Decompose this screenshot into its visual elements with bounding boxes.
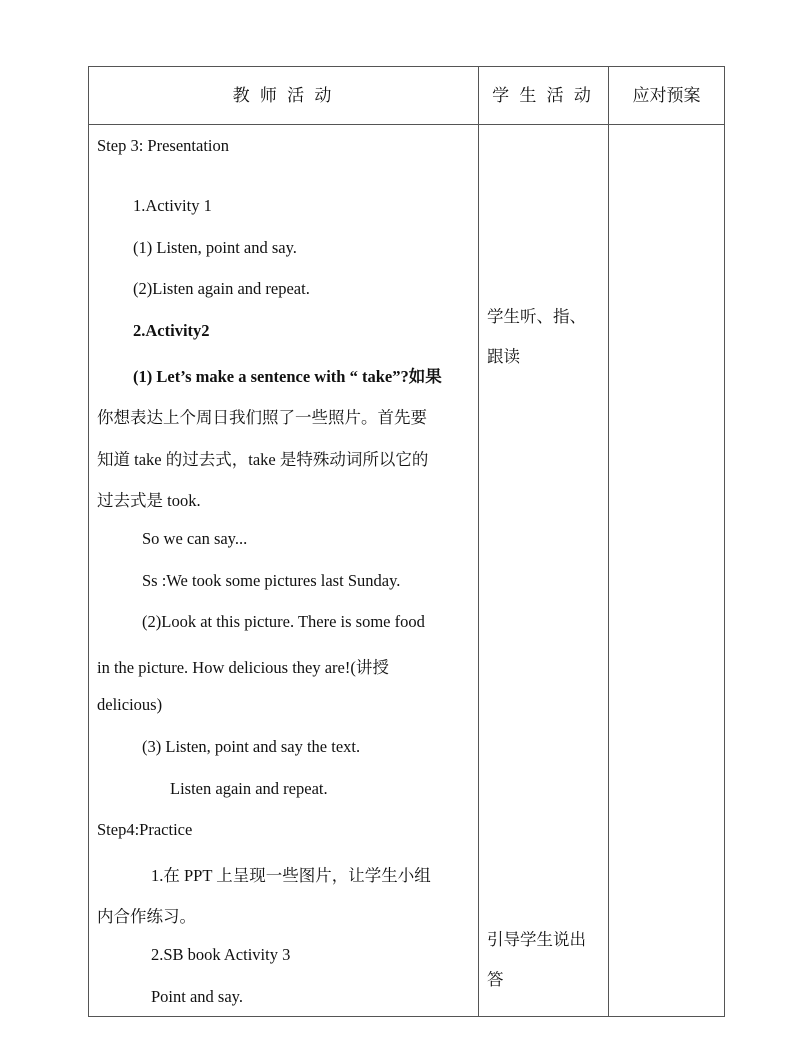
header-divider: [89, 124, 724, 125]
teacher-line: (1) Let’s make a sentence with “ take”?如果: [133, 367, 442, 386]
student-line: 学生听、指、: [487, 307, 586, 326]
student-line: 答: [487, 970, 504, 989]
teacher-line: in the picture. How delicious they are!(讲授: [97, 658, 389, 677]
teacher-line: Step 3: Presentation: [97, 136, 229, 155]
teacher-line: 2.SB book Activity 3: [151, 945, 291, 964]
teacher-line: 1.Activity 1: [133, 196, 212, 215]
teacher-line: (3) Listen, point and say the text.: [142, 737, 361, 756]
teacher-line: 内合作练习。: [97, 907, 196, 926]
header-teacher-activity: 教 师 活 动: [232, 86, 335, 105]
teacher-line: delicious): [97, 695, 163, 714]
teacher-line: (2)Listen again and repeat.: [133, 279, 310, 298]
teacher-line: 知道 take 的过去式，take 是特殊动词所以它的: [97, 450, 429, 469]
teacher-line: 1.在 PPT 上呈现一些图片，让学生小组: [151, 866, 431, 885]
teacher-line: (2)Look at this picture. There is some food: [142, 612, 425, 631]
teacher-line: Ss :We took some pictures last Sunday.: [142, 571, 401, 590]
lesson-plan-table: [88, 66, 725, 1017]
column-divider: [478, 67, 479, 1016]
teacher-line: (1) Listen, point and say.: [133, 238, 297, 257]
column-divider: [608, 67, 609, 1016]
header-student-activity: 学 生 活 动: [492, 86, 594, 105]
teacher-line: So we can say...: [142, 529, 248, 548]
teacher-line: 2.Activity2: [133, 321, 210, 340]
teacher-line: 过去式是 took.: [97, 491, 201, 510]
student-line: 跟读: [487, 347, 520, 366]
student-line: 引导学生说出: [487, 930, 586, 949]
teacher-line: Step4:Practice: [97, 820, 193, 839]
teacher-line: 你想表达上个周日我们照了一些照片。首先要: [97, 408, 427, 427]
header-response-plan: 应对预案: [632, 86, 701, 105]
teacher-line: Listen again and repeat.: [170, 779, 328, 798]
teacher-line: Point and say.: [151, 987, 243, 1006]
